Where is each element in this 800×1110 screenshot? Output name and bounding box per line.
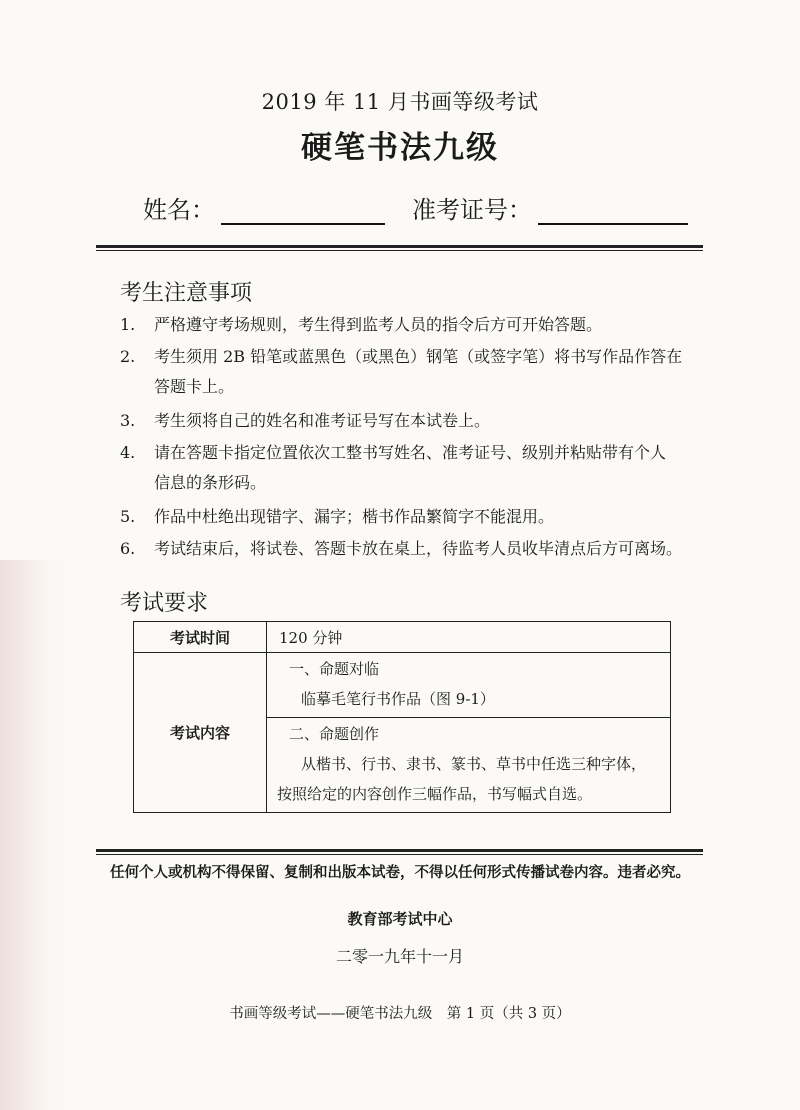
double-rule-bottom bbox=[96, 849, 703, 855]
table-row bbox=[134, 622, 671, 653]
double-rule-top bbox=[96, 245, 703, 251]
name-blank-line[interactable] bbox=[221, 197, 385, 225]
part2-description-line2: 按照给定的内容创作三幅作品，书写幅式自选。 bbox=[277, 785, 593, 803]
time-value-cell: 120 分钟 bbox=[267, 622, 671, 653]
notice-item-number: 5. bbox=[120, 507, 136, 526]
notice-item-text: 考试结束后，将试卷、答题卡放在桌上，待监考人员收毕清点后方可离场。 bbox=[154, 539, 683, 558]
notice-item-text-continued: 答题卡上。 bbox=[154, 377, 235, 396]
content-part2 bbox=[267, 718, 670, 812]
part1-description: 临摹毛笔行书作品（图 9-1） bbox=[301, 690, 495, 708]
notice-item-text: 作品中杜绝出现错字、漏字；楷书作品繁简字不能混用。 bbox=[154, 507, 555, 526]
table-row bbox=[134, 653, 671, 813]
part1-title: 一、命题对临 bbox=[289, 660, 380, 678]
copyright-notice: 任何个人或机构不得保留、复制和出版本试卷，不得以任何形式传播试卷内容。违者必究。 bbox=[110, 865, 690, 881]
part2-title: 二、命题创作 bbox=[289, 725, 380, 743]
page-footer: 书画等级考试——硬笔书法九级 第 1 页（共 3 页） bbox=[229, 1006, 571, 1022]
exam-session-title: 2019 年 11 月书画等级考试 bbox=[261, 90, 539, 114]
paper-stain bbox=[0, 560, 70, 1110]
admission-number-field bbox=[412, 190, 688, 225]
requirements-table bbox=[133, 621, 671, 813]
issue-date: 二零一九年十一月 bbox=[335, 947, 464, 966]
notice-item-number: 4. bbox=[120, 443, 136, 462]
issuer: 教育部考试中心 bbox=[347, 910, 453, 928]
content-part1 bbox=[267, 653, 670, 718]
content-label-cell: 考试内容 bbox=[134, 653, 267, 813]
name-label: 姓名： bbox=[143, 196, 215, 224]
notice-heading: 考生注意事项 bbox=[120, 281, 253, 306]
notice-item-number: 3. bbox=[120, 411, 136, 430]
admission-number-blank-line[interactable] bbox=[538, 197, 688, 225]
part2-description-line1: 从楷书、行书、隶书、篆书、草书中任选三种字体， bbox=[301, 755, 647, 773]
notice-item-number: 1. bbox=[120, 315, 136, 334]
time-label-cell: 考试时间 bbox=[134, 622, 267, 653]
notice-item-text: 考生须将自己的姓名和准考证号写在本试卷上。 bbox=[154, 411, 491, 430]
notice-item-number: 6. bbox=[120, 539, 136, 558]
notice-item-text-continued: 信息的条形码。 bbox=[154, 473, 267, 492]
notice-item-text: 考生须用 2B 铅笔或蓝黑色（或黑色）钢笔（或签字笔）将书写作品作答在 bbox=[154, 347, 683, 366]
exam-level-title: 硬笔书法九级 bbox=[301, 130, 499, 166]
notice-item-text: 严格遵守考场规则，考生得到监考人员的指令后方可开始答题。 bbox=[154, 315, 603, 334]
admission-number-label: 准考证号： bbox=[412, 196, 532, 224]
notice-item-number: 2. bbox=[120, 347, 136, 366]
notice-item-text: 请在答题卡指定位置依次工整书写姓名、准考证号、级别并粘贴带有个人 bbox=[154, 443, 667, 462]
name-field bbox=[143, 190, 385, 225]
content-value-cell bbox=[267, 653, 671, 813]
requirements-heading: 考试要求 bbox=[120, 591, 209, 616]
